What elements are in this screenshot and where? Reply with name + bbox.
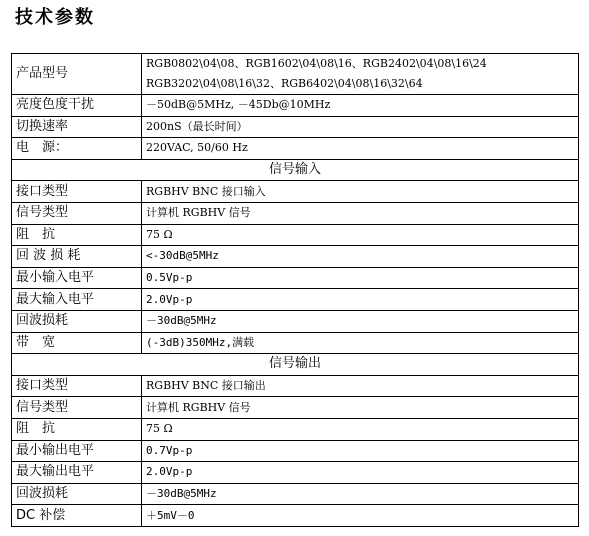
row-value: 75 Ω bbox=[142, 418, 579, 440]
row-label: 最小输入电平 bbox=[12, 267, 142, 289]
row-label: 回 波 损 耗 bbox=[12, 246, 142, 268]
row-value: 200nS（最长时间） bbox=[142, 116, 579, 138]
row-value: 计算机 RGBHV 信号 bbox=[142, 397, 579, 419]
row-label: 最大输入电平 bbox=[12, 289, 142, 311]
page-title: 技术参数 bbox=[15, 7, 95, 28]
row-value: －30dB@5MHz bbox=[142, 310, 579, 332]
table-row bbox=[12, 116, 579, 138]
table-row bbox=[12, 246, 579, 268]
row-value: －30dB@5MHz bbox=[142, 483, 579, 505]
row-label: 接口类型 bbox=[12, 181, 142, 203]
product-model-line-1: RGB0802\04\08、RGB1602\04\08\16、RGB2402\04\08\16\24 bbox=[146, 57, 487, 70]
table-row bbox=[12, 289, 579, 311]
section-header-row bbox=[12, 354, 579, 376]
row-label: 带 宽 bbox=[12, 332, 142, 354]
row-label: DC 补偿 bbox=[12, 505, 142, 527]
table-row bbox=[12, 375, 579, 397]
table-row bbox=[12, 440, 579, 462]
table-row bbox=[12, 202, 579, 224]
row-label: 阻 抗 bbox=[12, 224, 142, 246]
table-row bbox=[12, 224, 579, 246]
section-heading-input: 信号输入 bbox=[12, 159, 579, 181]
row-value bbox=[142, 54, 579, 95]
row-label: 信号类型 bbox=[12, 397, 142, 419]
section-heading-output: 信号输出 bbox=[12, 354, 579, 376]
table-row bbox=[12, 310, 579, 332]
row-value: 0.5Vp-p bbox=[142, 267, 579, 289]
row-label: 回波损耗 bbox=[12, 483, 142, 505]
row-value: －50dB@5MHz, －45Db@10MHz bbox=[142, 95, 579, 117]
table-row bbox=[12, 332, 579, 354]
row-label: 接口类型 bbox=[12, 375, 142, 397]
row-label: 切换速率 bbox=[12, 116, 142, 138]
row-label: 电 源： bbox=[12, 138, 142, 160]
table-row bbox=[12, 267, 579, 289]
section-header-row bbox=[12, 159, 579, 181]
row-value: 计算机 RGBHV 信号 bbox=[142, 202, 579, 224]
row-value: 0.7Vp-p bbox=[142, 440, 579, 462]
row-value: (-3dB)350MHz,满载 bbox=[142, 332, 579, 354]
table-row bbox=[12, 462, 579, 484]
product-model-line-2: RGB3202\04\08\16\32、RGB6402\04\08\16\32\64 bbox=[146, 77, 423, 90]
table-row bbox=[12, 181, 579, 203]
table-row bbox=[12, 483, 579, 505]
row-label: 阻 抗 bbox=[12, 418, 142, 440]
spec-table bbox=[11, 53, 579, 527]
row-value: 75 Ω bbox=[142, 224, 579, 246]
row-label: 信号类型 bbox=[12, 202, 142, 224]
table-row bbox=[12, 54, 579, 95]
row-value: RGBHV BNC 接口输出 bbox=[142, 375, 579, 397]
row-label: 回波损耗 bbox=[12, 310, 142, 332]
row-value: <-30dB@5MHz bbox=[142, 246, 579, 268]
row-label: 最小输出电平 bbox=[12, 440, 142, 462]
row-value: 220VAC, 50/60 Hz bbox=[142, 138, 579, 160]
table-row bbox=[12, 418, 579, 440]
table-row bbox=[12, 138, 579, 160]
row-label: 亮度色度干扰 bbox=[12, 95, 142, 117]
table-row bbox=[12, 95, 579, 117]
row-value: 2.0Vp-p bbox=[142, 289, 579, 311]
row-label: 最大输出电平 bbox=[12, 462, 142, 484]
table-row bbox=[12, 397, 579, 419]
row-value: 2.0Vp-p bbox=[142, 462, 579, 484]
row-value: RGBHV BNC 接口输入 bbox=[142, 181, 579, 203]
row-value: ＋5mV－0 bbox=[142, 505, 579, 527]
table-row bbox=[12, 505, 579, 527]
row-label: 产品型号 bbox=[12, 54, 142, 95]
